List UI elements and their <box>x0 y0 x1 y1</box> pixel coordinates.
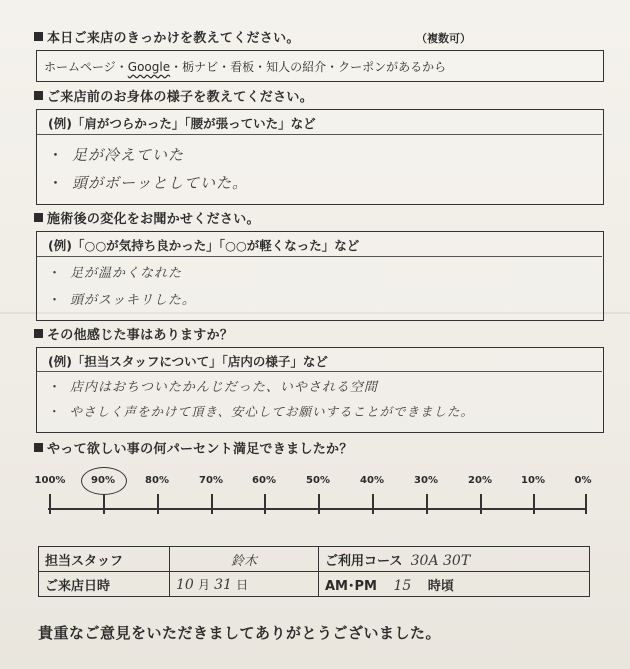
scale-label: 0% <box>574 475 592 486</box>
scale-label: 30% <box>414 475 438 486</box>
selected-percent-circle <box>81 467 127 495</box>
time-cell <box>319 572 590 597</box>
ampm-label: AM･PM <box>325 578 377 594</box>
scale-label: 100% <box>34 475 66 486</box>
q3-answer-2: ・ 頭がスッキリした。 <box>48 293 196 308</box>
q2-example: (例)「肩がつらかった」「腰が張っていた」など <box>48 116 316 131</box>
q2-title: ご来店前のお身体の様子を教えてください。 <box>34 86 313 105</box>
q3-title: 施術後の変化をお聞かせください。 <box>34 208 260 227</box>
q3-separator <box>37 256 602 257</box>
q5-title: やって欲しい事の何パーセント満足できましたか？ <box>34 438 353 457</box>
q4-separator <box>37 371 602 372</box>
q1-option-google-circled: Google <box>127 60 171 74</box>
q3-example: (例)「○○が気持ち良かった」「○○が軽くなった」など <box>48 238 360 253</box>
scale-label: 10% <box>521 475 545 486</box>
scale-label: 60% <box>252 475 276 486</box>
q4-answer-1: ・ 店内はおちついたかんじだった、いやされる空間 <box>48 380 378 395</box>
q1-note: （複数可） <box>416 32 471 45</box>
q2-answer-2: ・ 頭がボーッとしていた。 <box>48 174 249 192</box>
scale-label: 40% <box>360 475 384 486</box>
day-label: 日 <box>236 577 249 592</box>
scale-label: 70% <box>199 475 223 486</box>
q1-options: ホームページ・Google・栃ナビ・看板・知人の紹介・クーポンがあるから <box>44 60 447 74</box>
q4-title: その他感じた事はありますか？ <box>34 324 233 343</box>
thank-you-footer: 貴重なご意見をいただきましてありがとうございました。 <box>38 624 442 642</box>
month-value: 10 <box>176 576 194 593</box>
staff-info-table <box>38 546 590 597</box>
scale-label-selected: 90% <box>91 475 115 486</box>
q4-example: (例)「担当スタッフについて」「店内の様子」など <box>48 354 328 369</box>
course-value: 30A 30T <box>410 552 471 569</box>
course-label: ご利用コース <box>325 553 403 569</box>
day-value: 31 <box>214 576 232 593</box>
time-value: 15 <box>393 577 412 594</box>
q3-answer-1: ・ 足が温かくなれた <box>48 266 183 281</box>
scale-label: 80% <box>145 475 169 486</box>
scale-label: 50% <box>306 475 330 486</box>
staff-label: 担当スタッフ <box>39 547 170 572</box>
date-label: ご来店日時 <box>39 572 170 597</box>
course-cell <box>319 547 590 572</box>
q2-answer-1: ・ 足が冷えていた <box>48 146 185 164</box>
time-label: 時頃 <box>427 578 454 594</box>
staff-value: 鈴木 <box>170 547 319 572</box>
month-label: 月 <box>197 577 210 592</box>
scale-label: 20% <box>468 475 492 486</box>
q4-answer-2: ・ やさしく声をかけて頂き、安心してお願いすることができました。 <box>48 404 475 419</box>
date-cell <box>170 572 319 597</box>
q1-title: 本日ご来店のきっかけを教えてください。 <box>34 27 300 46</box>
q2-separator <box>37 134 602 135</box>
